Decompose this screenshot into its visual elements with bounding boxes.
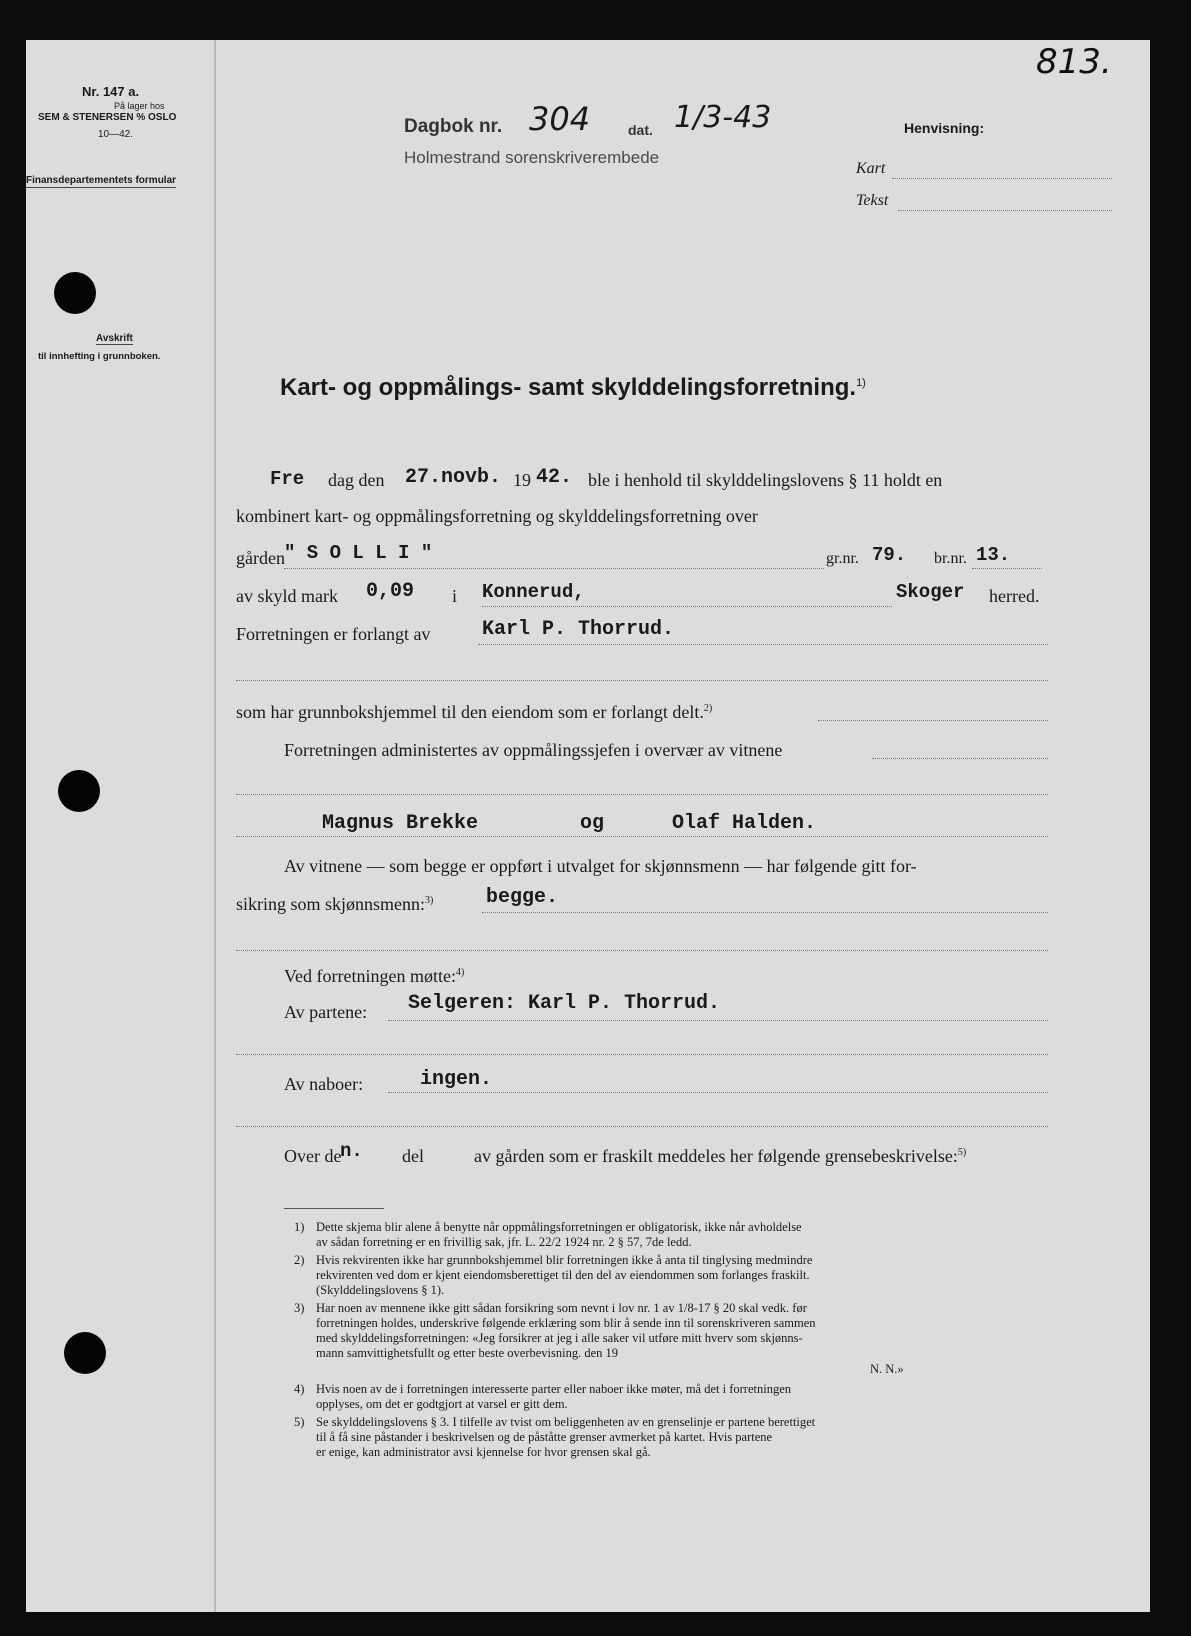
punch-hole bbox=[58, 770, 100, 812]
partene-field-2 bbox=[236, 1054, 1048, 1055]
vitner-field-2 bbox=[236, 950, 1048, 951]
publisher-line1: På lager hos bbox=[114, 101, 165, 111]
year-prefix: 19 bbox=[513, 470, 531, 490]
dag-den-label: dag den bbox=[328, 470, 385, 490]
footnote-4-mark: 4) bbox=[294, 1382, 305, 1396]
document-title bbox=[280, 374, 866, 402]
copy-note: til innhefting i grunnboken. bbox=[38, 351, 161, 362]
over-c-text bbox=[474, 1146, 966, 1167]
motte-label: Ved forretningen møtte: bbox=[284, 966, 456, 986]
footnote-2-line-1: Hvis rekvirenten ikke har grunnbokshjemmel blir forretningen ikke å anta til tinglysing medmindre bbox=[316, 1253, 813, 1267]
footnote-3-mark: 3) bbox=[294, 1301, 305, 1315]
requested-label: Forretningen er forlangt av bbox=[236, 624, 431, 644]
motte-text bbox=[284, 966, 464, 987]
footnote-3-line-3: med skylddelingsforretningen: «Jeg forsikrer at jeg i alle saker vil utføre mitt hverv som skjønns- bbox=[316, 1331, 803, 1345]
form-edition: 10—42. bbox=[98, 129, 134, 140]
witness-2: Olaf Halden. bbox=[672, 812, 817, 835]
footnote-divider bbox=[284, 1208, 384, 1209]
footnote-3-line-2: forretningen holdes, underskrive følgende erklæring som blir å sende inn til sorenskriveren sammen bbox=[316, 1316, 816, 1330]
date-typed: 27.novb. bbox=[405, 466, 502, 489]
footnote-2-mark: 2) bbox=[294, 1253, 305, 1267]
document-page bbox=[26, 40, 1150, 1612]
hjemmel-text bbox=[236, 702, 712, 723]
punch-hole bbox=[64, 1332, 106, 1374]
requested-field bbox=[478, 644, 1048, 645]
grnr-label: gr.nr. bbox=[826, 550, 859, 567]
garden-field bbox=[284, 568, 824, 569]
footnote-4-line-1: Hvis noen av de i forretningen interesserte parter eller naboer ikke møter, må det i forretningen bbox=[316, 1382, 792, 1396]
naboer-label: Av naboer: bbox=[284, 1074, 364, 1094]
grnr-value: 79. bbox=[872, 544, 907, 566]
over-b: del bbox=[402, 1146, 424, 1166]
copy-label: Avskrift bbox=[96, 333, 133, 344]
vitner-label: sikring som skjønnsmenn: bbox=[236, 894, 426, 914]
tekst-label: Tekst bbox=[856, 192, 889, 209]
dagbok-number: 304 bbox=[529, 100, 591, 138]
brnr-value: 13. bbox=[976, 544, 1011, 566]
form-owner: Finansdepartementets formular bbox=[26, 175, 177, 186]
tekst-field bbox=[898, 210, 1112, 211]
hjemmel-label: som har grunnbokshjemmel til den eiendom som er forlangt delt. bbox=[236, 702, 704, 722]
motte-note: 4) bbox=[455, 967, 465, 978]
naboer-value: ingen. bbox=[420, 1068, 493, 1091]
witness-field bbox=[236, 836, 1048, 837]
title-note: 1) bbox=[856, 377, 866, 389]
hjemmel-note: 2) bbox=[703, 703, 713, 714]
office-name: Holmestrand sorenskriverembede bbox=[404, 148, 660, 167]
partene-label: Av partene: bbox=[284, 1002, 368, 1022]
admin-field bbox=[872, 758, 1048, 759]
over-c: av gården som er fraskilt meddeles her følgende grensebeskrivelse: bbox=[474, 1146, 958, 1166]
footnote-5-mark: 5) bbox=[294, 1415, 305, 1429]
naboer-field bbox=[388, 1092, 1048, 1093]
admin-text: Forretningen administertes av oppmålingssjefen i overvær av vitnene bbox=[284, 740, 783, 760]
reference-label: Henvisning: bbox=[904, 120, 985, 136]
footnote-3-line-4: mann samvittighetsfullt og etter beste overbevisning. den 19 bbox=[316, 1346, 619, 1360]
year-typed: 42. bbox=[536, 466, 573, 489]
form-number: Nr. 147 a. bbox=[82, 84, 140, 99]
kart-field bbox=[892, 178, 1112, 179]
place-field bbox=[482, 606, 892, 607]
witness-1: Magnus Brekke bbox=[322, 812, 479, 835]
footnote-2-line-3: (Skylddelingslovens § 1). bbox=[316, 1283, 445, 1297]
over-note: 5) bbox=[957, 1147, 967, 1158]
line2-text: kombinert kart- og oppmålingsforretning og skylddelingsforretning over bbox=[236, 506, 758, 526]
footnote-5-line-2: til å få sine påstander i beskrivelsen og de påståtte grenser avmerket på kartet. Hvis partene bbox=[316, 1430, 773, 1444]
requested-field-2 bbox=[236, 680, 1048, 681]
page-number: 813. bbox=[1036, 42, 1112, 82]
footnote-1-mark: 1) bbox=[294, 1220, 305, 1234]
footnote-5-line-1: Se skylddelingslovens § 3. I tilfelle av tvist om beliggenheten av en grenselinje er partene berettiget bbox=[316, 1415, 816, 1429]
partene-value: Selgeren: Karl P. Thorrud. bbox=[408, 992, 721, 1015]
date-label: dat. bbox=[628, 122, 653, 138]
margin-divider bbox=[214, 40, 216, 1612]
footnote-5-line-3: er enige, kan administrator avsi kjennelse for hvor grensen skal gå. bbox=[316, 1445, 651, 1459]
date-value: 1/3-43 bbox=[674, 100, 772, 135]
over-n: n. bbox=[340, 1140, 363, 1162]
weekday-prefix: Fre bbox=[270, 468, 305, 490]
title-text: Kart- og oppmålings- samt skylddelingsforretning. bbox=[280, 374, 857, 401]
vitner-text-2 bbox=[236, 894, 433, 915]
punch-hole bbox=[54, 272, 96, 314]
footnote-1-line-1: Dette skjema blir alene å benytte når oppmålingsforretningen er obligatorisk, ikke når avholdelse bbox=[316, 1220, 802, 1234]
footnote-signature: N. N.» bbox=[870, 1362, 904, 1376]
footnote-4-line-2: opplyses, om det er godtgjort at varsel er gitt dem. bbox=[316, 1397, 568, 1411]
dagbok-label: Dagbok nr. bbox=[404, 116, 503, 137]
hjemmel-field bbox=[818, 720, 1048, 721]
vitner-field bbox=[482, 912, 1048, 913]
skyld-label: av skyld mark bbox=[236, 586, 338, 606]
requested-value: Karl P. Thorrud. bbox=[482, 618, 675, 641]
i-label: i bbox=[452, 586, 458, 606]
skyld-value: 0,09 bbox=[366, 580, 415, 603]
place-value: Konnerud, bbox=[482, 581, 585, 603]
naboer-field-2 bbox=[236, 1126, 1048, 1127]
garden-label: gården bbox=[236, 548, 285, 568]
vitner-value: begge. bbox=[486, 886, 559, 909]
partene-field bbox=[388, 1020, 1048, 1021]
footnote-3-line-1: Har noen av mennene ikke gitt sådan forsikring som nevnt i lov nr. 1 av 1/8-17 § 20 skal vedk. før bbox=[316, 1301, 807, 1315]
herred-label: herred. bbox=[989, 586, 1040, 606]
witness-og: og bbox=[580, 812, 605, 835]
footnote-1-line-2: av sådan forretning er en frivillig sak, jfr. L. 22/2 1924 nr. 2 § 57, 7de ledd. bbox=[316, 1235, 692, 1249]
over-a: Over de bbox=[284, 1146, 342, 1166]
garden-value: " S O L L I " bbox=[284, 542, 433, 564]
herred-value: Skoger bbox=[896, 581, 965, 603]
kart-label: Kart bbox=[856, 160, 886, 177]
footnote-2-line-2: rekvirenten ved dom er kjent eiendomsberettiget til den del av eiendommen som forlanges fraskilt. bbox=[316, 1268, 810, 1282]
brnr-label: br.nr. bbox=[934, 550, 967, 567]
vitner-text-1: Av vitnene — som begge er oppført i utvalget for skjønnsmenn — har følgende gitt for- bbox=[284, 856, 917, 876]
admin-field-2 bbox=[236, 794, 1048, 795]
line1-text: ble i henhold til skylddelingslovens § 11 holdt en bbox=[588, 470, 943, 490]
publisher-line2: SEM & STENERSEN % OSLO bbox=[38, 112, 177, 123]
brnr-field bbox=[972, 568, 1042, 569]
vitner-note: 3) bbox=[425, 895, 434, 906]
